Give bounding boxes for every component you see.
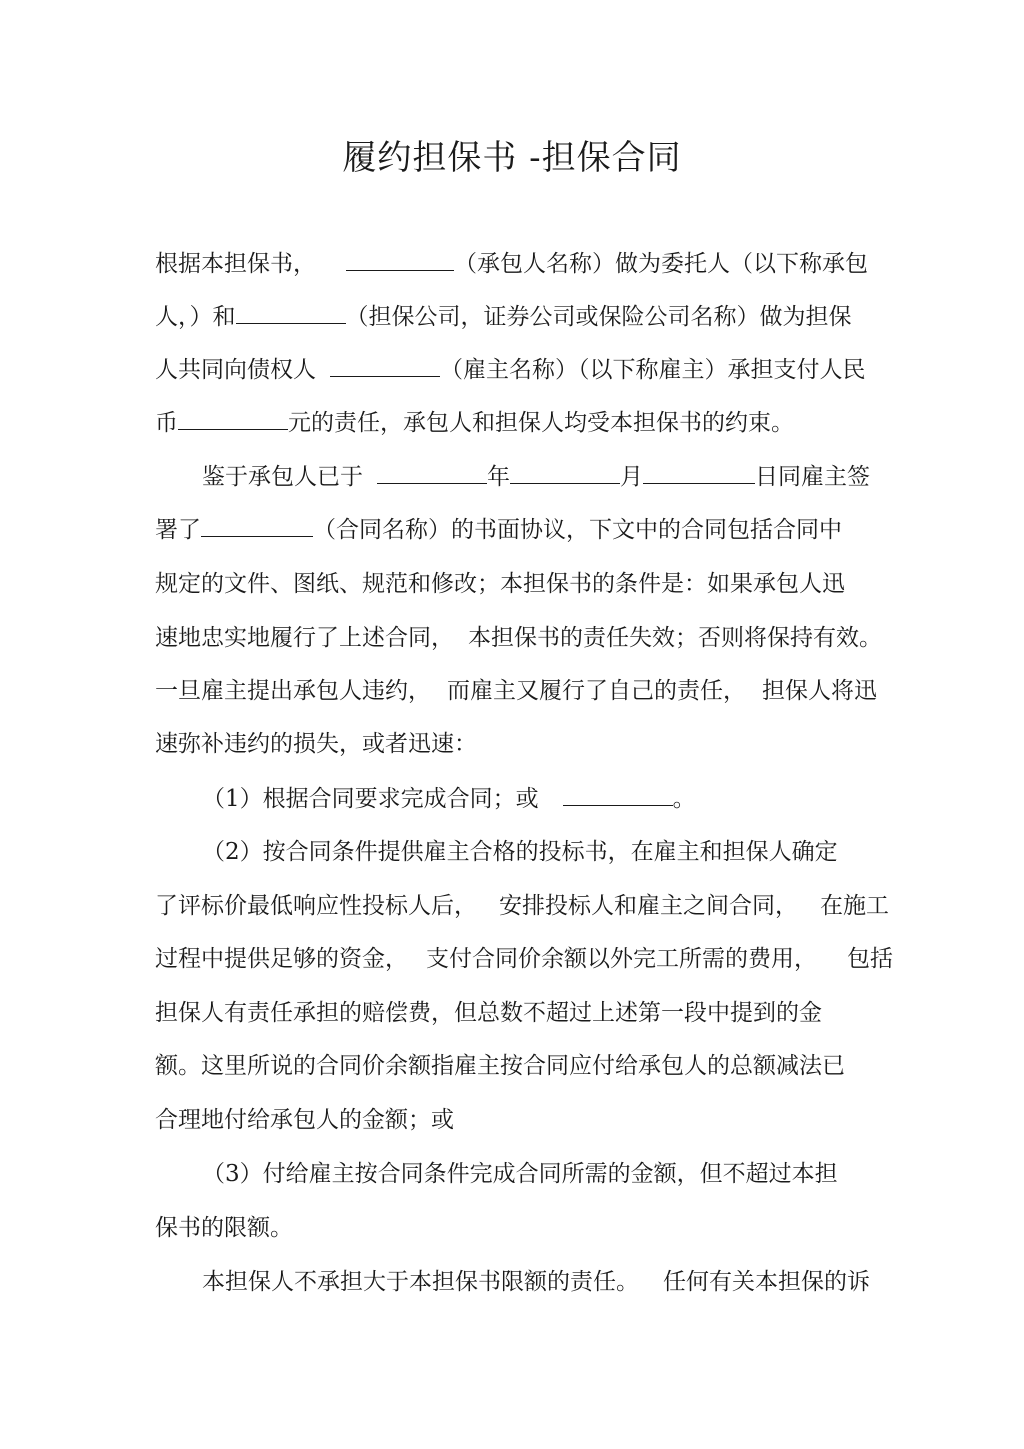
text-segment: （2）按合同条件提供雇主合格的投标书，在雇主和担保人确定 (202, 839, 838, 865)
text-segment: 元的责任，承包人和担保人均受本担保书的约束。 (288, 410, 794, 436)
text-segment: 鉴于承包人已于 (202, 464, 363, 490)
paragraph-line (202, 836, 838, 868)
document-title: 履约担保书 -担保合同 (342, 138, 682, 178)
paragraph-line (155, 568, 845, 600)
text-segment: 保书的限额。 (155, 1215, 293, 1241)
paragraph-line (155, 248, 868, 280)
paragraph-line (155, 943, 893, 975)
paragraph-line (155, 514, 842, 546)
text-segment: 本担保人不承担大于本担保书限额的责任。 (202, 1269, 639, 1295)
text-segment: 担保人将迅 (762, 678, 877, 704)
text-segment: 了评标价最低响应性投标人后， (155, 893, 477, 919)
paragraph-line (155, 622, 882, 654)
text-segment: 而雇主又履行了自己的责任， (447, 678, 746, 704)
text-segment: 包括 (847, 946, 893, 972)
text-segment: （担保公司，证券公司或保险公司名称）做为担保 (345, 304, 852, 330)
text-segment: 人，）和 (155, 304, 236, 330)
text-segment: 担保人有责任承担的赔偿费，但总数不超过上述第一段中提到的金 (155, 1000, 822, 1026)
paragraph-line (155, 301, 852, 333)
paragraph-line (155, 354, 866, 386)
fill-blank (346, 248, 454, 271)
text-segment: （1）根据合同要求完成合同；或 (202, 786, 539, 812)
paragraph-line (155, 407, 794, 439)
fill-blank (330, 354, 440, 377)
text-segment: （雇主名称）（以下称雇主）承担支付人民 (440, 357, 866, 383)
text-segment: 人共同向债权人 (155, 357, 316, 383)
text-segment: 月 (620, 464, 643, 490)
fill-blank (236, 301, 346, 324)
text-segment: 速弥补违约的损失，或者迅速： (155, 731, 477, 757)
text-segment: 过程中提供足够的资金， (155, 946, 408, 972)
text-segment: 任何有关本担保的诉 (663, 1269, 870, 1295)
text-segment: 根据本担保书， (155, 251, 316, 277)
fill-blank (377, 461, 487, 484)
paragraph-line (155, 675, 877, 707)
paragraph-line (202, 1158, 838, 1190)
text-segment: 支付合同价余额以外完工所需的费用， (426, 946, 817, 972)
text-segment: 额。这里所说的合同价余额指雇主按合同应付给承包人的总额减法已 (155, 1053, 845, 1079)
text-segment: 安排投标人和雇主之间合同， (499, 893, 798, 919)
text-segment: 。 (672, 786, 696, 812)
text-segment: （承包人名称）做为委托人（以下称承包 (454, 251, 868, 277)
text-segment: 在施工 (820, 893, 889, 919)
text-segment: （3）付给雇主按合同条件完成合同所需的金额，但不超过本担 (202, 1161, 838, 1187)
paragraph-line (155, 1212, 293, 1244)
text-segment: 日同雇主签 (755, 464, 870, 490)
paragraph-line (155, 890, 889, 922)
paragraph-line (155, 1050, 845, 1082)
text-segment: 一旦雇主提出承包人违约， (155, 678, 431, 704)
fill-blank (178, 407, 288, 430)
fill-blank (563, 783, 673, 806)
text-segment: 年 (487, 464, 510, 490)
fill-blank (201, 514, 313, 537)
text-segment: 币 (155, 410, 178, 436)
paragraph-line (155, 997, 822, 1029)
text-segment: 合理地付给承包人的金额；或 (155, 1107, 454, 1133)
paragraph-line (202, 783, 696, 815)
paragraph-line (202, 1266, 870, 1298)
paragraph-line (155, 1104, 454, 1136)
fill-blank (643, 461, 755, 484)
text-segment: 速地忠实地履行了上述合同， (155, 625, 454, 651)
text-segment: （合同名称）的书面协议，下文中的合同包括合同中 (313, 517, 842, 543)
text-segment: 规定的文件、图纸、规范和修改；本担保书的条件是：如果承包人迅 (155, 571, 845, 597)
paragraph-line (202, 461, 870, 493)
fill-blank (510, 461, 620, 484)
text-segment: 本担保书的责任失效；否则将保持有效。 (468, 625, 882, 651)
paragraph-line (155, 728, 477, 760)
text-segment: 署了 (155, 517, 201, 543)
